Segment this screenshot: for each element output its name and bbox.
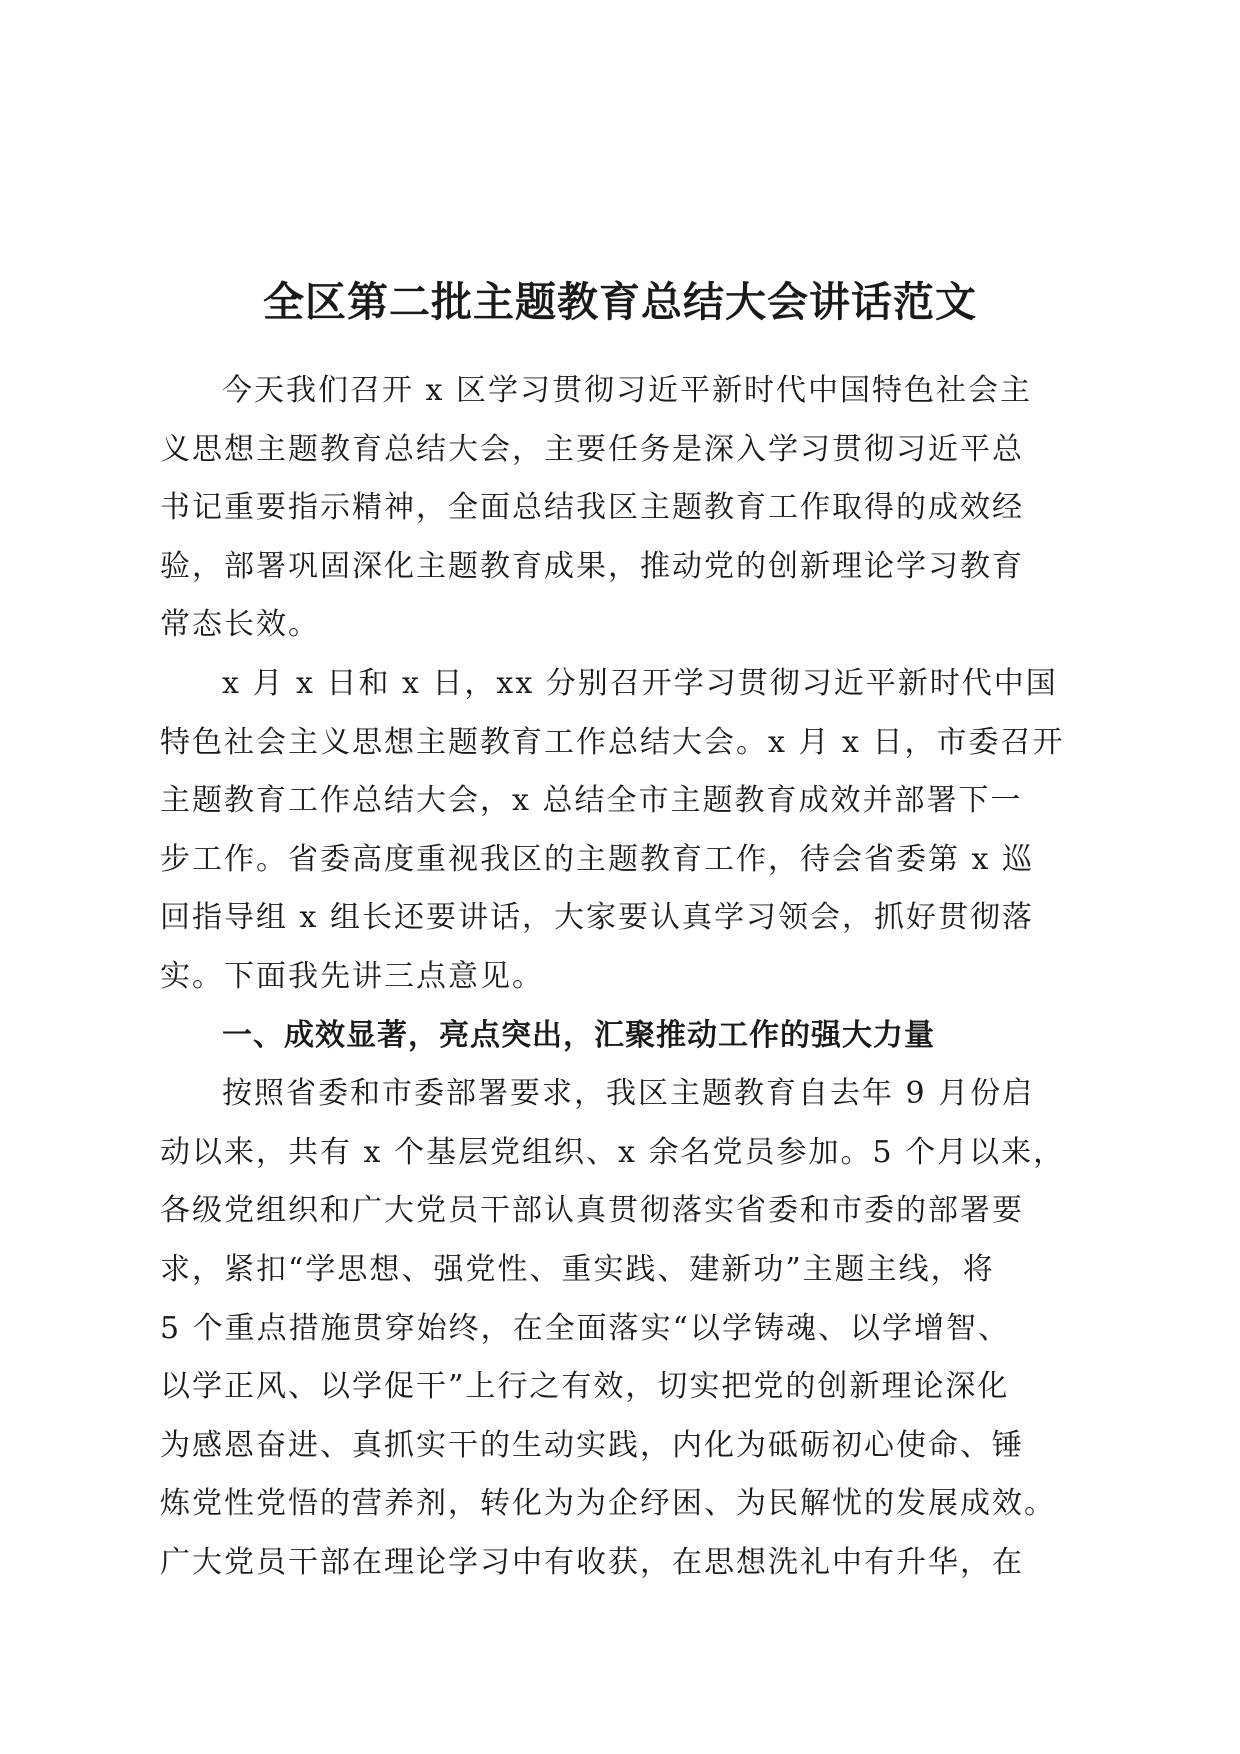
paragraph-3-line-9: 广大党员干部在理论学习中有收获，在思想洗礼中有升华，在 bbox=[160, 1544, 1024, 1580]
paragraph-1-line-1: 今天我们召开 x 区学习贯彻习近平新时代中国特色社会主 bbox=[222, 373, 1032, 408]
paragraph-2-line-2: 特色社会主义思想主题教育工作总结大会。x 月 x 日，市委召开 bbox=[160, 724, 1065, 760]
paragraph-2-line-3: 主题教育工作总结大会，x 总结全市主题教育成效并部署下一 bbox=[160, 783, 1023, 819]
paragraph-3-line-6: 以学正风、以学促干”上行之有效，切实把党的创新理论深化 bbox=[160, 1369, 1010, 1405]
section-heading-1: 一、成效显著，亮点突出，汇聚推动工作的强大力量 bbox=[222, 1017, 935, 1053]
paragraph-2-line-1: x 月 x 日和 x 日，xx 分别召开学习贯彻习近平新时代中国 bbox=[222, 665, 1058, 701]
paragraph-3-line-7: 为感恩奋进、真抓实干的生动实践，内化为砥砺初心使命、锤 bbox=[160, 1427, 1024, 1463]
paragraph-3-line-4: 求，紧扣“学思想、强党性、重实践、建新功”主题主线，将 bbox=[160, 1251, 995, 1287]
paragraph-1-line-4: 验，部署巩固深化主题教育成果，推动党的创新理论学习教育 bbox=[160, 548, 1024, 584]
paragraph-3-line-5: 5 个重点措施贯穿始终，在全面落实“以学铸魂、以学增智、 bbox=[160, 1310, 1010, 1346]
document-title: 全区第二批主题教育总结大会讲话范文 bbox=[263, 278, 977, 326]
paragraph-3-line-2: 动以来，共有 x 个基层党组织、x 余名党员参加。5 个月以来， bbox=[160, 1134, 1066, 1170]
paragraph-3-line-1: 按照省委和市委部署要求，我区主题教育自去年 9 月份启 bbox=[222, 1076, 1035, 1112]
paragraph-1-line-5: 常态长效。 bbox=[160, 607, 320, 643]
paragraph-2-line-5: 回指导组 x 组长还要讲话，大家要认真学习领会，抓好贯彻落 bbox=[160, 900, 1034, 936]
paragraph-3-line-3: 各级党组织和广大党员干部认真贯彻落实省委和市委的部署要 bbox=[160, 1193, 1024, 1229]
paragraph-2-line-6: 实。下面我先讲三点意见。 bbox=[160, 958, 544, 994]
paragraph-2-line-4: 步工作。省委高度重视我区的主题教育工作，待会省委第 x 巡 bbox=[160, 841, 1034, 877]
paragraph-1-line-3: 书记重要指示精神，全面总结我区主题教育工作取得的成效经 bbox=[160, 490, 1024, 526]
document-body bbox=[160, 362, 1080, 1592]
paragraph-1-line-2: 义思想主题教育总结大会，主要任务是深入学习贯彻习近平总 bbox=[160, 431, 1024, 467]
paragraph-3-line-8: 炼党性党悟的营养剂，转化为为企纾困、为民解忧的发展成效。 bbox=[160, 1486, 1056, 1522]
